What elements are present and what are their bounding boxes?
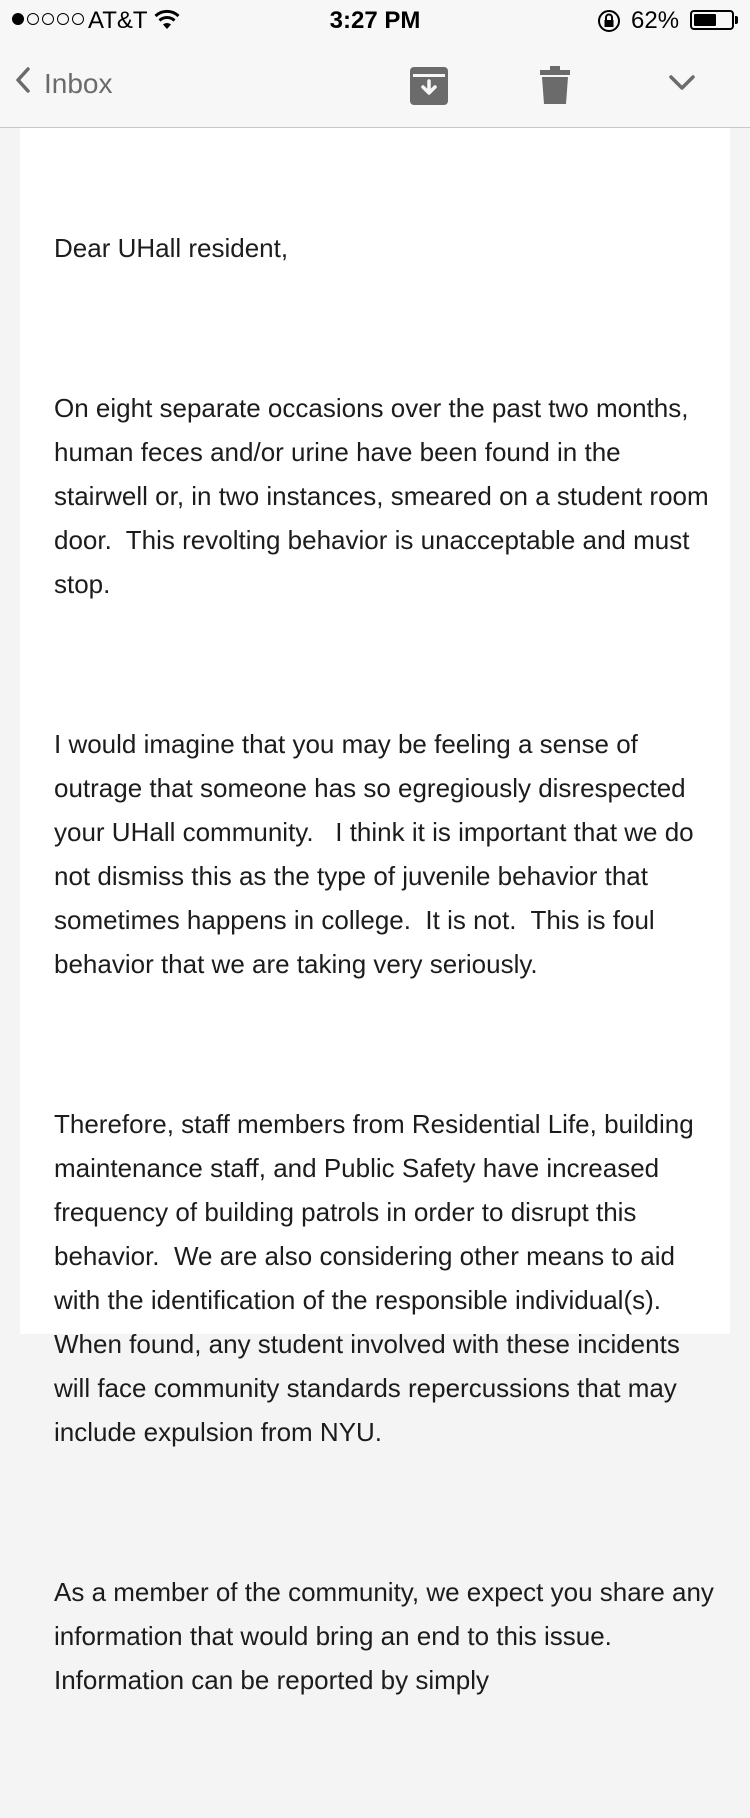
rotation-lock-icon (596, 8, 622, 41)
back-button[interactable] (14, 66, 113, 101)
battery-percentage: 62% (631, 7, 680, 34)
more-options-button[interactable] (668, 74, 696, 97)
status-bar (0, 0, 750, 40)
email-paragraph: On eight separate occasions over the past two months, human feces and/or urine have been found in the stairwell or, in two instances, smeared on a student room door. This revolting behavior is unacceptable and must stop. (54, 393, 716, 599)
trash-button[interactable] (540, 66, 570, 109)
email-paragraph: Dear UHall resident, (54, 233, 289, 263)
nav-bar (0, 40, 750, 128)
chevron-down-icon (668, 74, 696, 92)
email-paragraph: I would imagine that you may be feeling a sense of outrage that someone has so egregiously disrespected your UHall community. I think it is important that we do not dismiss this as the type of juvenile behavior that sometimes happens in college. It is not. This is foul behavior that we are taking very seriously. (54, 729, 701, 979)
battery-icon (690, 10, 734, 30)
email-body (20, 128, 730, 1695)
battery-tip (735, 16, 738, 24)
trash-icon (540, 66, 570, 104)
email-paragraph: As a member of the community, we expect you share any information that would bring an end to this issue. Information can be reported by simply (54, 1577, 722, 1695)
back-label: Inbox (44, 67, 113, 99)
carrier-name: AT&T (88, 7, 148, 34)
battery-level-fill (694, 14, 716, 26)
chevron-left-icon (14, 66, 32, 101)
email-text (54, 138, 722, 1818)
email-paragraph: Therefore, staff members from Residential Life, building maintenance staff, and Public Safety have increased frequency of building patrols in order to disrupt this behavior. We are also considering other means to aid with the identification of the responsible individual(s). When found, any student involved with these incidents will face community standards repercussions that may include expulsion from NYU. (54, 1109, 701, 1447)
clock-time: 3:27 PM (329, 7, 421, 34)
archive-button[interactable] (410, 67, 448, 110)
archive-icon (410, 67, 448, 105)
